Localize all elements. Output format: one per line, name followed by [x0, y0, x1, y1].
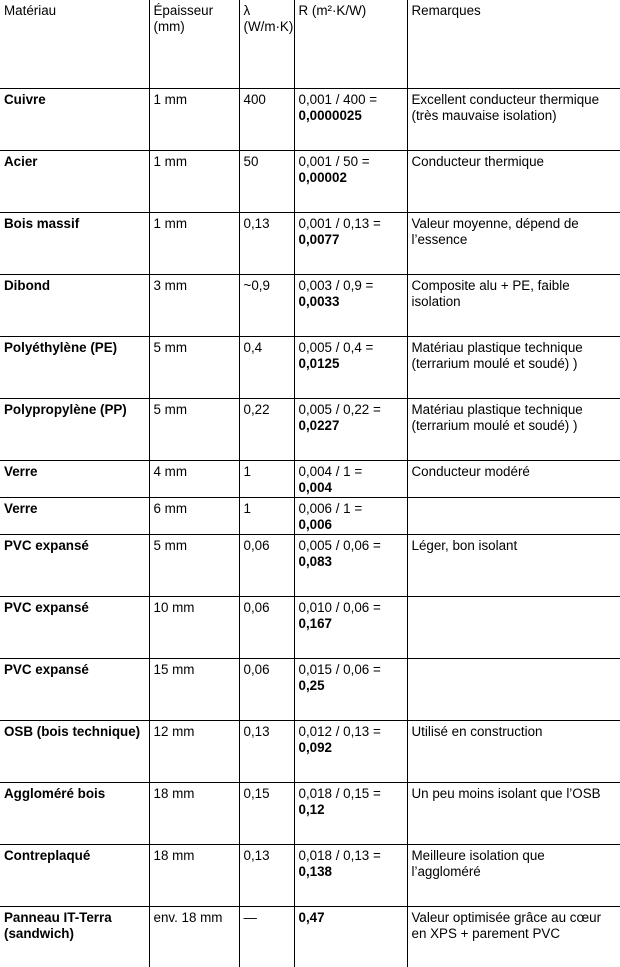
- table-row: [0, 88, 620, 150]
- lambda-cell: 0,13: [239, 720, 294, 782]
- resistance-value: 0,0000025: [298, 107, 362, 123]
- thickness-cell: 5 mm: [149, 534, 239, 596]
- resistance-value: 0,25: [298, 677, 325, 693]
- resistance-formula: 0,010 / 0,06 =: [298, 599, 381, 615]
- thickness-cell: 1 mm: [149, 88, 239, 150]
- material-cell: Polyéthylène (PE): [0, 336, 149, 398]
- resistance-value: 0,004: [298, 479, 333, 495]
- resistance-value: 0,092: [298, 739, 333, 755]
- header-thickness: Épaisseur (mm): [149, 0, 239, 88]
- resistance-value: 0,0125: [298, 355, 340, 371]
- remarks-cell: [407, 596, 620, 658]
- lambda-cell: 0,13: [239, 844, 294, 906]
- material-cell: Cuivre: [0, 88, 149, 150]
- resistance-value: 0,12: [298, 801, 325, 817]
- table-row: [0, 398, 620, 460]
- material-cell: PVC expansé: [0, 534, 149, 596]
- resistance-value: 0,138: [298, 863, 333, 879]
- resistance-value: 0,00002: [298, 169, 347, 185]
- remarks-cell: Utilisé en construction: [407, 720, 620, 782]
- thickness-cell: 18 mm: [149, 844, 239, 906]
- table-row: [0, 534, 620, 596]
- header-remarks: Remarques: [407, 0, 620, 88]
- lambda-cell: 400: [239, 88, 294, 150]
- resistance-formula: 0,003 / 0,9 =: [298, 277, 374, 293]
- material-cell: Dibond: [0, 274, 149, 336]
- table-row: [0, 906, 620, 967]
- resistance-cell: [294, 274, 407, 336]
- material-cell: Verre: [0, 497, 149, 534]
- remarks-cell: Léger, bon isolant: [407, 534, 620, 596]
- resistance-cell: [294, 150, 407, 212]
- material-cell: OSB (bois technique): [0, 720, 149, 782]
- resistance-cell: [294, 88, 407, 150]
- lambda-cell: 50: [239, 150, 294, 212]
- material-cell: PVC expansé: [0, 658, 149, 720]
- resistance-value: 0,083: [298, 553, 333, 569]
- resistance-formula: 0,005 / 0,06 =: [298, 537, 381, 553]
- material-cell: Acier: [0, 150, 149, 212]
- remarks-cell: Excellent conducteur thermique (très mauvaise isolation): [407, 88, 620, 150]
- table-row: [0, 720, 620, 782]
- resistance-cell: [294, 398, 407, 460]
- resistance-cell: [294, 906, 407, 967]
- resistance-formula: 0,018 / 0,15 =: [298, 785, 381, 801]
- resistance-value: 0,0033: [298, 293, 340, 309]
- table-row: [0, 497, 620, 534]
- resistance-cell: [294, 720, 407, 782]
- resistance-formula: 0,004 / 1 =: [298, 463, 363, 479]
- thickness-cell: 12 mm: [149, 720, 239, 782]
- resistance-value: 0,0227: [298, 417, 340, 433]
- table-row: [0, 336, 620, 398]
- resistance-formula: 0,012 / 0,13 =: [298, 723, 381, 739]
- header-resistance: R (m²·K/W): [294, 0, 407, 88]
- lambda-cell: —: [239, 906, 294, 967]
- header-row: [0, 0, 620, 88]
- lambda-cell: 0,06: [239, 596, 294, 658]
- remarks-cell: [407, 497, 620, 534]
- resistance-formula: 0,006 / 1 =: [298, 500, 363, 516]
- remarks-cell: Valeur moyenne, dépend de l’essence: [407, 212, 620, 274]
- lambda-cell: 0,4: [239, 336, 294, 398]
- resistance-formula: 0,001 / 0,13 =: [298, 215, 381, 231]
- material-cell: PVC expansé: [0, 596, 149, 658]
- material-cell: Aggloméré bois: [0, 782, 149, 844]
- lambda-cell: 0,22: [239, 398, 294, 460]
- remarks-cell: [407, 658, 620, 720]
- resistance-formula: 0,001 / 50 =: [298, 153, 370, 169]
- remarks-cell: Conducteur thermique: [407, 150, 620, 212]
- table-row: [0, 844, 620, 906]
- table-row: [0, 596, 620, 658]
- resistance-cell: [294, 596, 407, 658]
- thickness-cell: 4 mm: [149, 460, 239, 497]
- thickness-cell: 6 mm: [149, 497, 239, 534]
- thickness-cell: 5 mm: [149, 398, 239, 460]
- resistance-formula: 0,005 / 0,22 =: [298, 401, 381, 417]
- remarks-cell: Composite alu + PE, faible isolation: [407, 274, 620, 336]
- resistance-cell: [294, 497, 407, 534]
- table-row: [0, 274, 620, 336]
- lambda-cell: 1: [239, 497, 294, 534]
- remarks-cell: Matériau plastique technique (terrarium moulé et soudé) ): [407, 336, 620, 398]
- table-row: [0, 212, 620, 274]
- header-material: Matériau: [0, 0, 149, 88]
- resistance-formula: 0,018 / 0,13 =: [298, 847, 381, 863]
- lambda-cell: 0,13: [239, 212, 294, 274]
- material-cell: Polypropylène (PP): [0, 398, 149, 460]
- resistance-cell: [294, 782, 407, 844]
- material-cell: Panneau IT-Terra (sandwich): [0, 906, 149, 967]
- table-row: [0, 460, 620, 497]
- lambda-cell: 0,06: [239, 658, 294, 720]
- resistance-cell: [294, 534, 407, 596]
- thickness-cell: 1 mm: [149, 150, 239, 212]
- table-row: [0, 150, 620, 212]
- resistance-cell: [294, 460, 407, 497]
- resistance-value: 0,006: [298, 516, 333, 532]
- resistance-value: 0,167: [298, 615, 333, 631]
- thickness-cell: env. 18 mm: [149, 906, 239, 967]
- thickness-cell: 1 mm: [149, 212, 239, 274]
- thickness-cell: 15 mm: [149, 658, 239, 720]
- lambda-cell: 1: [239, 460, 294, 497]
- table-body: [0, 88, 620, 967]
- thickness-cell: 10 mm: [149, 596, 239, 658]
- lambda-cell: ~0,9: [239, 274, 294, 336]
- remarks-cell: Matériau plastique technique (terrarium moulé et soudé) ): [407, 398, 620, 460]
- thickness-cell: 3 mm: [149, 274, 239, 336]
- thickness-cell: 5 mm: [149, 336, 239, 398]
- resistance-cell: [294, 212, 407, 274]
- material-cell: Bois massif: [0, 212, 149, 274]
- material-cell: Verre: [0, 460, 149, 497]
- remarks-cell: Un peu moins isolant que l’OSB: [407, 782, 620, 844]
- lambda-cell: 0,06: [239, 534, 294, 596]
- material-cell: Contreplaqué: [0, 844, 149, 906]
- table-row: [0, 782, 620, 844]
- remarks-cell: Valeur optimisée grâce au cœur en XPS + parement PVC: [407, 906, 620, 967]
- remarks-cell: Conducteur modéré: [407, 460, 620, 497]
- resistance-formula: 0,015 / 0,06 =: [298, 661, 381, 677]
- resistance-formula: 0,005 / 0,4 =: [298, 339, 374, 355]
- lambda-cell: 0,15: [239, 782, 294, 844]
- resistance-value: 0,0077: [298, 231, 340, 247]
- resistance-cell: [294, 336, 407, 398]
- remarks-cell: Meilleure isolation que l’aggloméré: [407, 844, 620, 906]
- header-lambda: λ (W/m·K): [239, 0, 294, 88]
- table-row: [0, 658, 620, 720]
- resistance-value: 0,47: [298, 909, 325, 925]
- resistance-cell: [294, 658, 407, 720]
- resistance-formula: 0,001 / 400 =: [298, 91, 378, 107]
- resistance-cell: [294, 844, 407, 906]
- thickness-cell: 18 mm: [149, 782, 239, 844]
